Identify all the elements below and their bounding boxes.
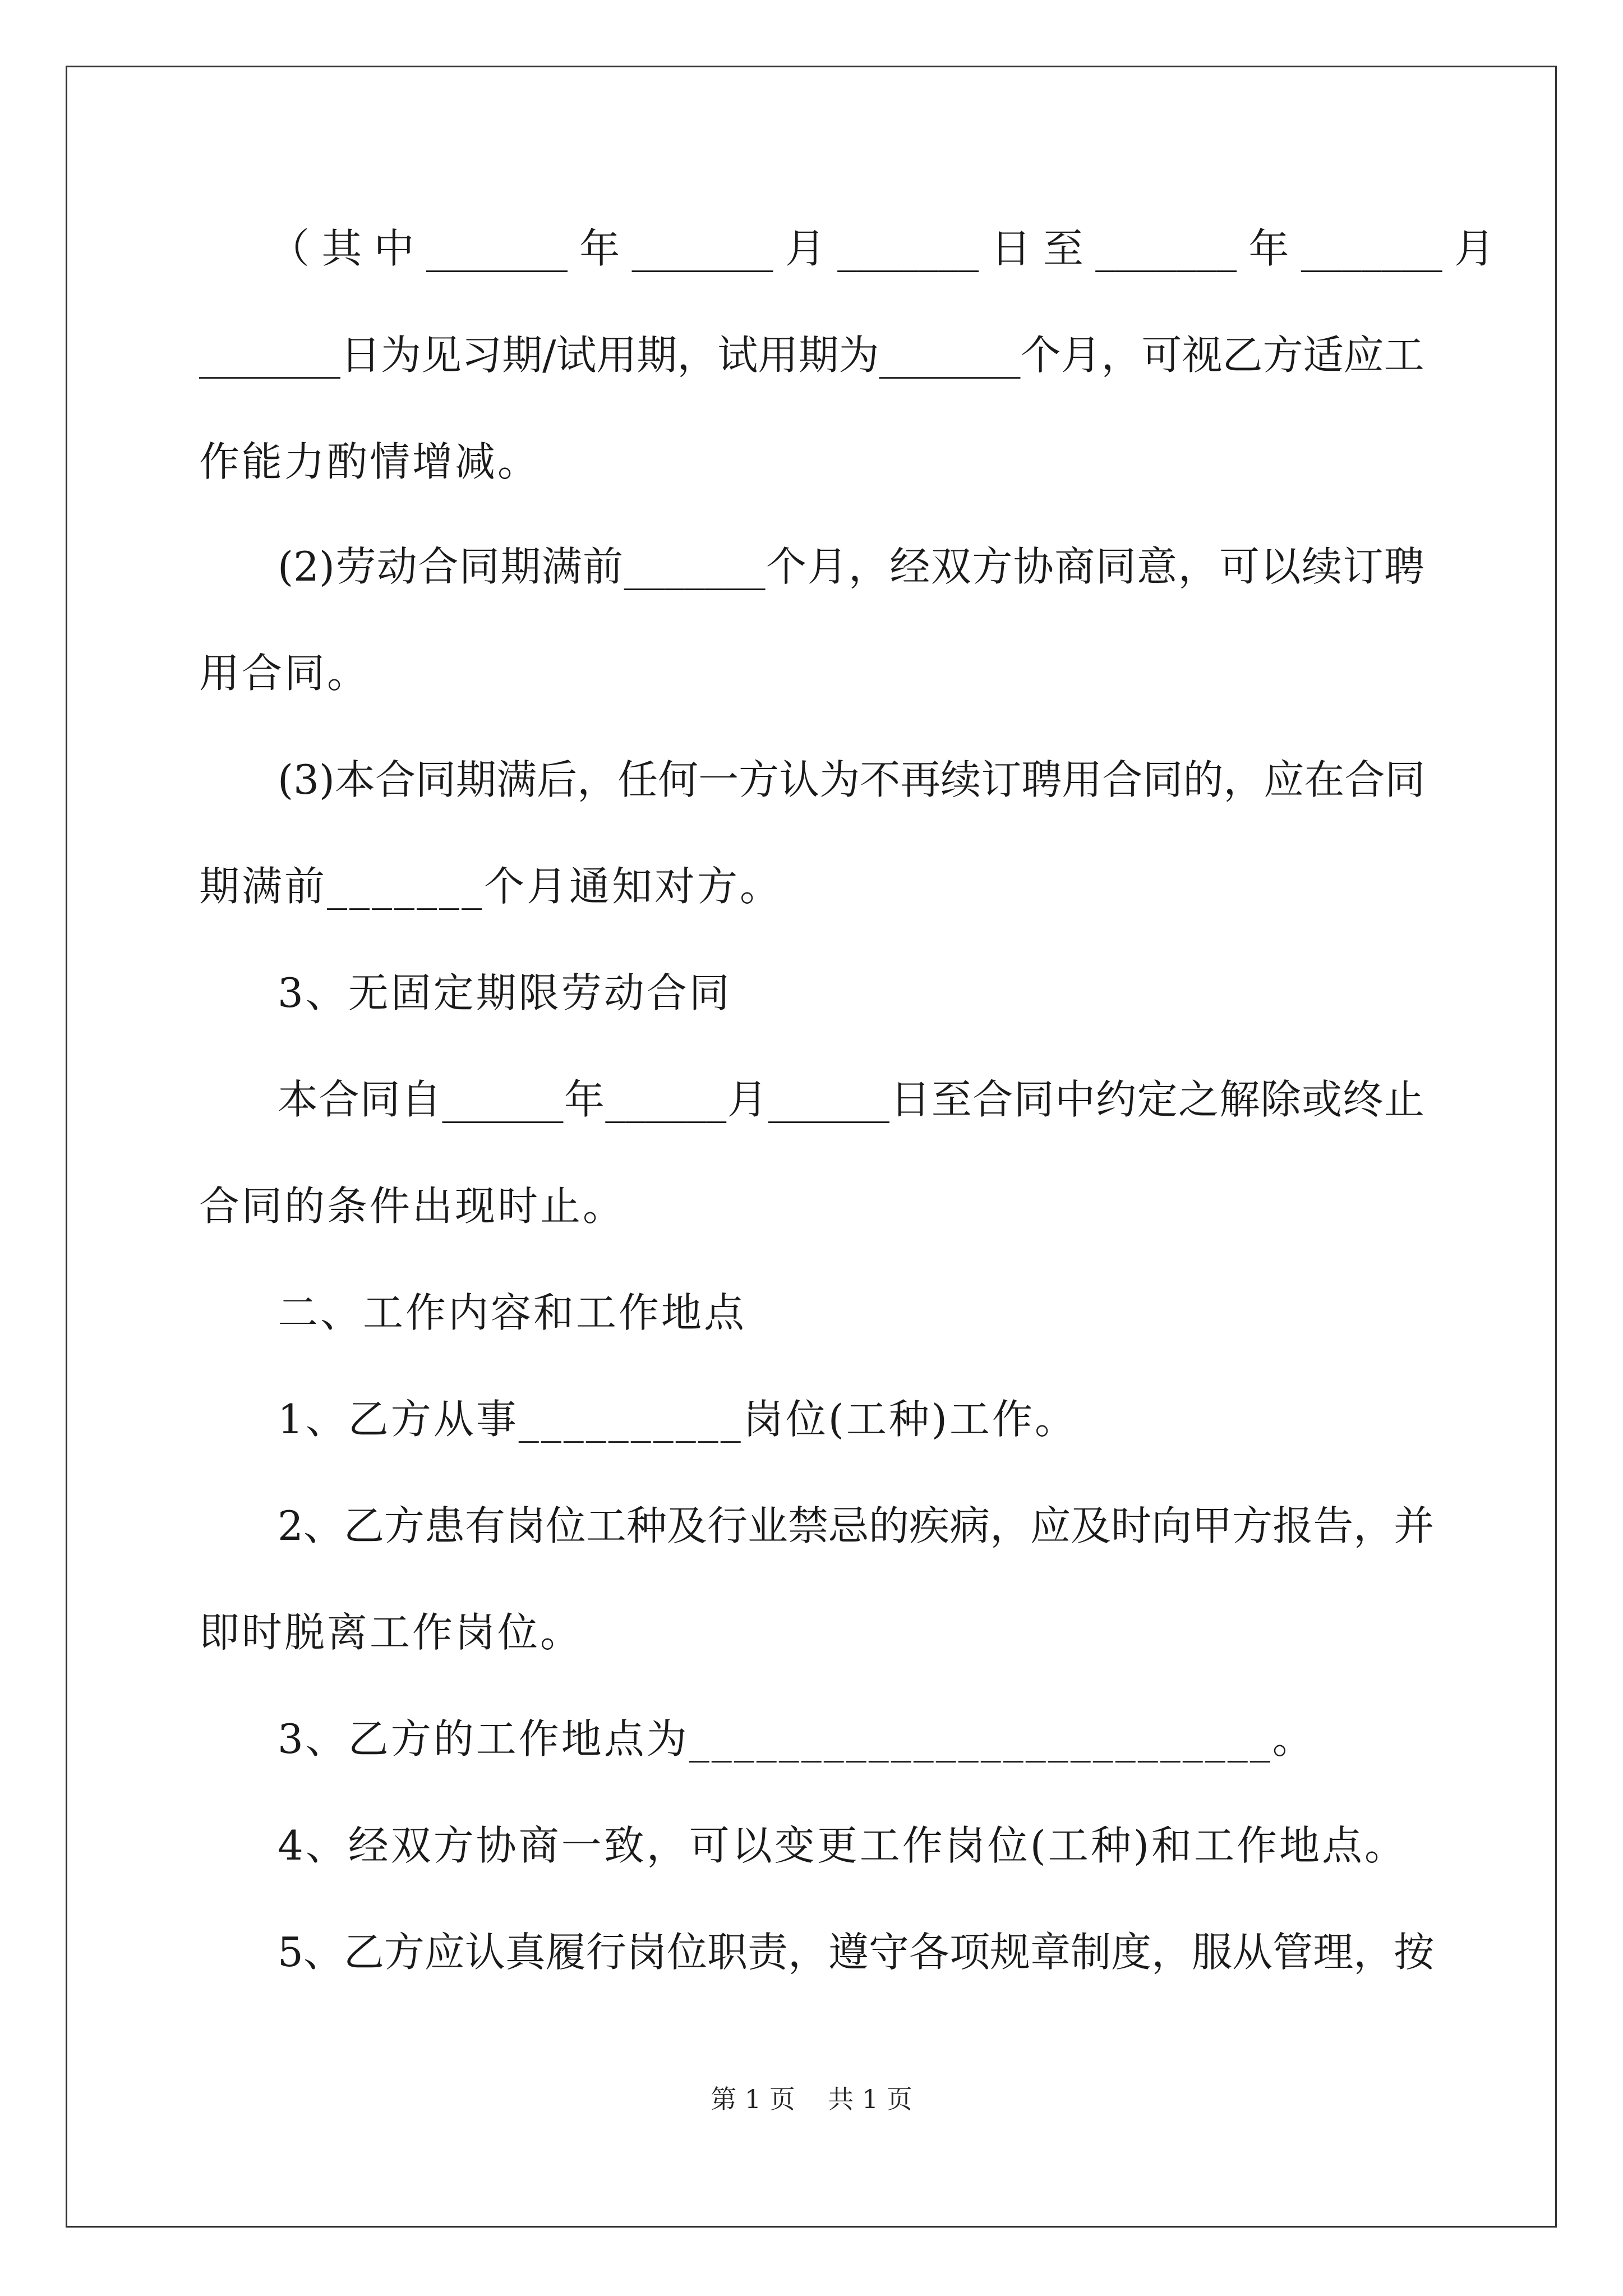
text-line: _______ 日 为 见 习 期 / 试 用 期 ， 试 用 期 为 _______ 个 月 ， 可 视 乙 方 适 应 工 (199, 332, 1424, 379)
section-heading: 二、工作内容和工作地点 (278, 1289, 747, 1336)
text-line: (3) 本 合 同 期 满 后 ， 任 何 一 方 认 为 不 再 续 订 聘 用 合 同 的 ， 应 在 合 同 (278, 756, 1426, 803)
text-line: 3、乙方的工作地点为__________________________。 (278, 1715, 1315, 1763)
text-line: 用合同。 (199, 650, 370, 697)
page-number: 第 1 页 共 1 页 (711, 2084, 912, 2114)
text-line: 期满前_______个月通知对方。 (199, 863, 783, 910)
text-line: 即时脱离工作岗位。 (199, 1609, 583, 1656)
text-line: 1、乙方从事__________岗位(工种)工作。 (278, 1396, 1077, 1443)
text-line: 作能力酌情增减。 (199, 438, 541, 485)
section-heading: 3、无固定期限劳动合同 (278, 969, 732, 1016)
page-border (66, 66, 1557, 2228)
text-line: 合同的条件出现时止。 (199, 1182, 626, 1230)
text-line: 2 、 乙 方 患 有 岗 位 工 种 及 行 业 禁 忌 的 疾 病 ， 应 及 时 向 甲 方 报 告 ， 并 (278, 1502, 1435, 1549)
text-line: 4、经双方协商一致，可以变更工作岗位(工种)和工作地点。 (278, 1822, 1407, 1869)
text-line: 5 、 乙 方 应 认 真 履 行 岗 位 职 责 ， 遵 守 各 项 规 章 制 度 ， 服 从 管 理 ， 按 (278, 1929, 1435, 1976)
text-line: 本 合 同 自 ______ 年 ______ 月 ______ 日 至 合 同 中 约 定 之 解 除 或 终 止 (278, 1076, 1424, 1123)
text-line: （ 其 中 _______ 年 _______ 月 _______ 日 至 _______ 年 _______ 月 (269, 225, 1495, 272)
text-line: (2) 劳 动 合 同 期 满 前 _______ 个 月 ， 经 双 方 协 商 同 意 ， 可 以 续 订 聘 (278, 543, 1424, 590)
